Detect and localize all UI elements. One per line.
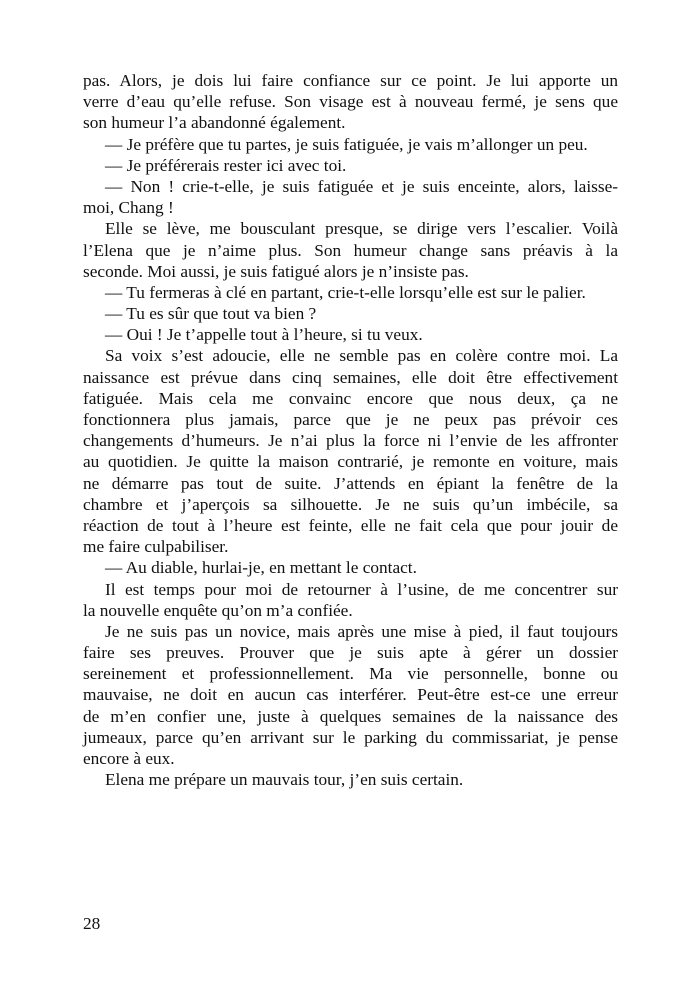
text-line: son humeur l’a abandonné également. xyxy=(83,113,346,133)
text-line: de m’en confier une, juste à quelques semaines de la naissance des xyxy=(83,706,618,726)
text-line: la nouvelle enquête qu’on m’a confiée. xyxy=(83,600,353,620)
paragraph xyxy=(83,70,618,134)
text-line: l’Elena que je n’aime plus. Son humeur change sans préavis à la xyxy=(83,240,618,260)
page-body-text xyxy=(83,70,618,790)
text-line: verre d’eau qu’elle refuse. Son visage est à nouveau fermé, je sens que xyxy=(83,92,618,112)
text-line: Elle se lève, me bousculant presque, se dirige vers l’escalier. Voilà xyxy=(105,219,618,239)
text-line: seconde. Moi aussi, je suis fatigué alors je n’insiste pas. xyxy=(83,261,469,281)
text-line: — Au diable, hurlai-je, en mettant le contact. xyxy=(105,558,417,578)
text-line: faire ses preuves. Prouver que je suis apte à gérer un dossier xyxy=(83,643,618,663)
paragraph xyxy=(83,557,618,578)
text-line: Sa voix s’est adoucie, elle ne semble pas en colère contre moi. La xyxy=(105,346,618,366)
text-line: naissance est prévue dans cinq semaines, elle doit être effectivement xyxy=(83,367,618,387)
paragraph xyxy=(83,176,618,218)
text-line: fonctionnera plus jamais, parce que je ne peux pas prévoir ces xyxy=(83,410,618,429)
paragraph xyxy=(83,324,618,345)
paragraph xyxy=(83,345,618,557)
text-line: au quotidien. Je quitte la maison contrarié, je remonte en voiture, mais xyxy=(83,452,618,472)
text-line: chambre et j’aperçois sa silhouette. Je ne suis qu’un imbécile, sa xyxy=(83,494,618,514)
paragraph xyxy=(83,621,618,769)
text-line: Il est temps pour moi de retourner à l’usine, de me concentrer sur xyxy=(105,579,618,599)
text-line: Elena me prépare un mauvais tour, j’en suis certain. xyxy=(105,770,464,790)
text-line: sereinement et professionnellement. Ma vie personnelle, bonne ou xyxy=(83,664,618,684)
text-line: — Tu fermeras à clé en partant, crie-t-elle lorsqu’elle est sur le palier. xyxy=(105,282,586,302)
text-line: — Je préfère que tu partes, je suis fatiguée, je vais m’allonger un peu. xyxy=(105,134,588,154)
paragraph xyxy=(83,303,618,324)
paragraph xyxy=(83,134,618,155)
paragraph xyxy=(83,155,618,176)
text-line: encore à eux. xyxy=(83,749,175,768)
paragraph xyxy=(83,282,618,303)
paragraph xyxy=(83,579,618,621)
text-line: — Tu es sûr que tout va bien ? xyxy=(105,304,317,324)
text-line: — Non ! crie-t-elle, je suis fatiguée et je suis enceinte, alors, laisse- xyxy=(105,176,618,196)
text-line: Je ne suis pas un novice, mais après une mise à pied, il faut toujours xyxy=(105,621,618,641)
text-line: ne démarre pas tout de suite. J’attends en épiant la fenêtre de la xyxy=(83,473,618,493)
paragraph xyxy=(83,769,618,790)
paragraph xyxy=(83,218,618,282)
text-line: jumeaux, parce qu’en arrivant sur le parking du commissariat, je pense xyxy=(83,727,618,747)
text-line: — Je préférerais rester ici avec toi. xyxy=(105,155,347,175)
text-line: pas. Alors, je dois lui faire confiance sur ce point. Je lui apporte un xyxy=(83,71,618,90)
text-line: fatiguée. Mais cela me convainc encore que nous deux, ça ne xyxy=(83,388,618,408)
text-line: mauvaise, ne doit en aucun cas interférer. Peut-être est-ce une erreur xyxy=(83,685,618,705)
text-line: changements d’humeurs. Je n’ai plus la force ni l’envie de les affronter xyxy=(83,431,618,451)
text-line: moi, Chang ! xyxy=(83,198,174,218)
text-line: réaction de tout à l’heure est feinte, elle ne fait cela que pour jouir de xyxy=(83,515,618,535)
text-line: me faire culpabiliser. xyxy=(83,537,229,557)
text-line: — Oui ! Je t’appelle tout à l’heure, si tu veux. xyxy=(105,325,423,345)
page-number: 28 xyxy=(83,914,101,933)
